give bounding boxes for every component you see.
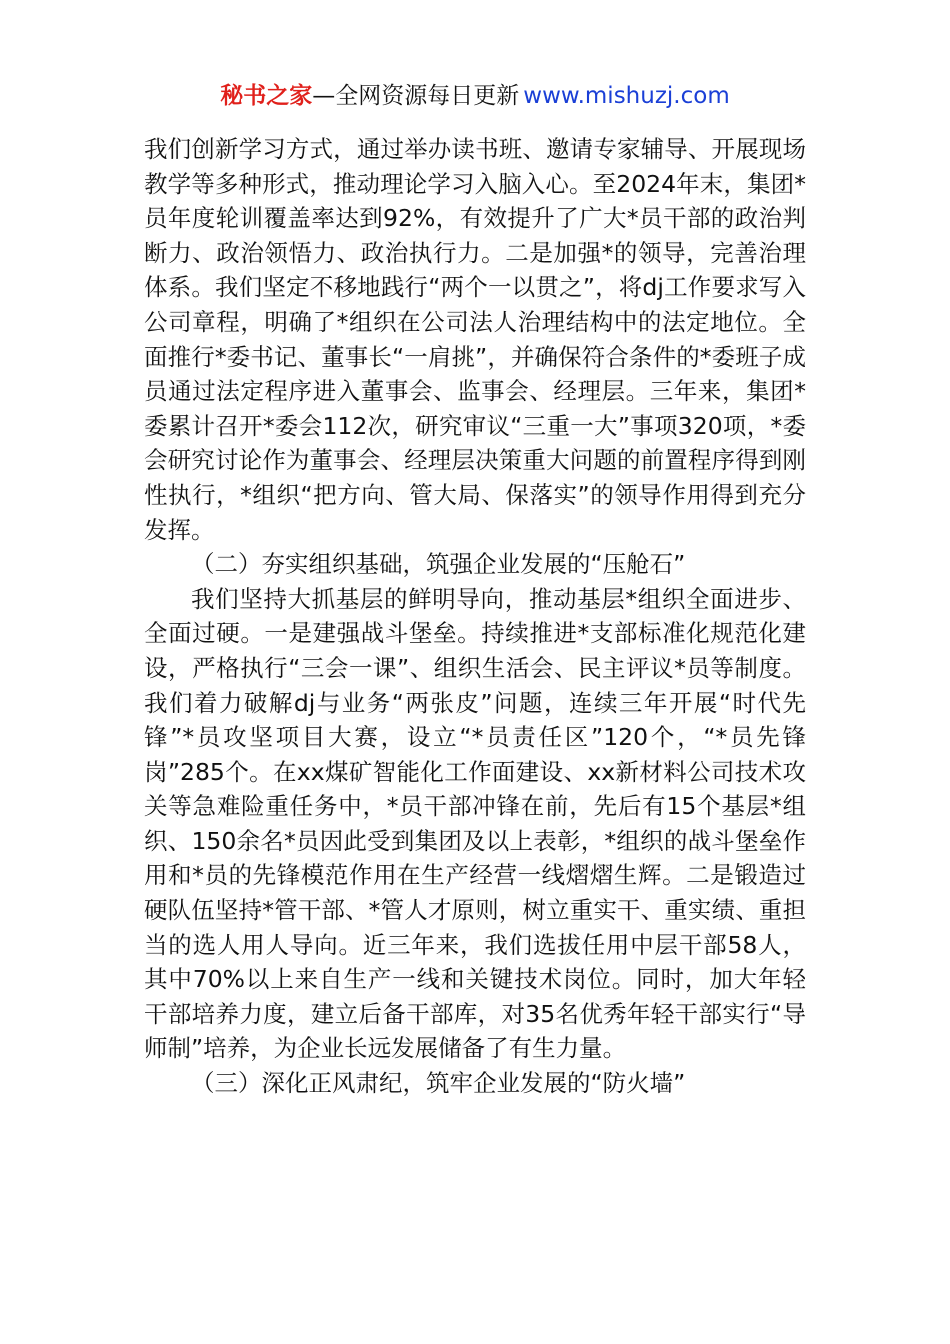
paragraph-continued: 我们创新学习方式，通过举办读书班、邀请专家辅导、开展现场教学等多种形式，推动理论学习入脑入心。至2024年末，集团*员年度轮训覆盖率达到92%，有效提升了广大*员干部的政治判断力、政治领悟力、政治执行力。二是加强*的领导，完善治理体系。我们坚定不移地践行“两个一以贯之”，将dj工作要求写入公司章程，明确了*组织在公司法人治理结构中的法定地位。全面推行*委书记、董事长“一肩挑”，并确保符合条件的*委班子成员通过法定程序进入董事会、监事会、经理层。三年来，集团*委累计召开*委会112次，研究审议“三重一大”事项320项，*委会研究讨论作为董事会、经理层决策重大问题的前置程序得到刚性执行，*组织“把方向、管大局、保落实”的领导作用得到充分发挥。 <box>144 135 806 544</box>
site-header <box>0 80 950 112</box>
paragraph-section-2: 我们坚持大抓基层的鲜明导向，推动基层*组织全面进步、全面过硬。一是建强战斗堡垒。持续推进*支部标准化规范化建设，严格执行“三会一课”、组织生活会、民主评议*员等制度。我们着力破解dj与业务“两张皮”问题，连续三年开展“时代先锋”*员攻坚项目大赛，设立“*员责任区”120个，“*员先锋岗”285个。在xx煤矿智能化工作面建设、xx新材料公司技术攻关等急难险重任务中，*员干部冲锋在前，先后有15个基层*组织、150余名*员因此受到集团及以上表彰，*组织的战斗堡垒作用和*员的先锋模范作用在生产经营一线熠熠生辉。二是锻造过硬队伍坚持*管干部、*管人才原则，树立重实干、重实绩、重担当的选人用人导向。近三年来，我们选拔任用中层干部58人，其中70%以上来自生产一线和关键技术岗位。同时，加大年轻干部培养力度，建立后备干部库，对35名优秀年轻干部实行“导师制”培养，为企业长远发展储备了有生力量。 <box>144 584 806 1063</box>
header-tagline: —全网资源每日更新 <box>312 83 520 109</box>
section-heading-3: （三）深化正风肃纪，筑牢企业发展的“防火墙” <box>191 1069 686 1098</box>
site-url-link[interactable]: www.mishuzj.com <box>523 83 730 109</box>
brand-name: 秘书之家 <box>220 83 313 109</box>
document-body <box>144 132 806 1101</box>
section-heading-2: （二）夯实组织基础，筑强企业发展的“压舱石” <box>191 550 686 579</box>
